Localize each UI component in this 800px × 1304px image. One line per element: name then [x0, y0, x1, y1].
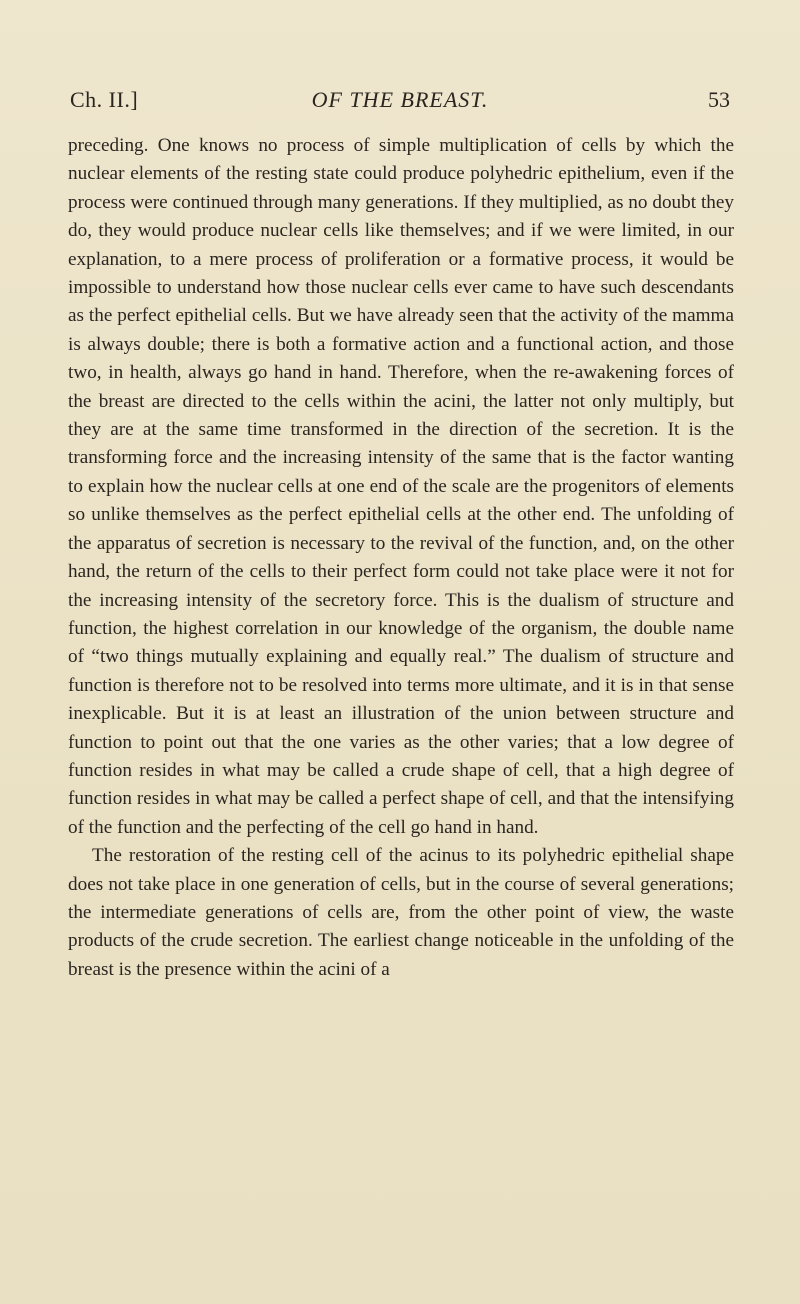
running-title: OF THE BREAST.: [311, 87, 489, 112]
paragraph-2: The restoration of the resting cell of the acinus to its polyhedric epithelial shape does not take place in one generation of cells, but in the course of several generations; the intermediate generations of cells are, from the other point of view, the waste products of the crude secretion. The earliest change noticeable in the unfolding of the breast is the presence within the acini of a: [68, 845, 734, 980]
chapter-label: Ch. II.]: [70, 87, 139, 112]
page-number: 53: [708, 87, 730, 112]
paragraph-1: preceding. One knows no process of simple multiplication of cells by which the nuclear elements of the resting state could produce polyhedric epithelium, even if the process were continued through many generations. If they multiplied, as no doubt they do, they would produce nuclear cells like themselves; and if we were limited, in our explanation, to a mere process of proliferation or a formative process, it would be impossible to understand how those nuclear cells ever came to have such descendants as the perfect epithelial cells. But we have already seen that the activity of the mamma is always double; there is both a formative action and a functional action, and those two, in health, always go hand in hand. Therefore, when the re-awakening forces of the breast are directed to the cells within the acini, the latter not only multiply, but they are at the same time transformed in the direction of the secretion. It is the transforming force and the increasing intensity of the same that is the factor wanting to explain how the nuclear cells at one end of the scale are the progenitors of elements so unlike themselves as the perfect epithelial cells at the other end. The unfolding of the apparatus of secretion is necessary to the revival of the function, and, on the other hand, the return of the cells to their perfect form could not take place were it not for the increasing intensity of the secretory force. This is the dualism of structure and function, the highest correlation in our knowledge of the organism, the double name of “two things mutually explaining and equally real.” The dualism of structure and function is therefore not to be resolved into terms more ultimate, and it is in that sense inexplicable. But it is at least an illustration of the union between structure and function to point out that the one varies as the other varies; that a low degree of function resides in what may be called a crude shape of cell, that a high degree of function resides in what may be called a perfect shape of cell, and that the intensifying of the function and the perfecting of the cell go hand in hand.: [68, 135, 734, 838]
body-text: [68, 132, 734, 984]
running-head: [70, 87, 730, 117]
